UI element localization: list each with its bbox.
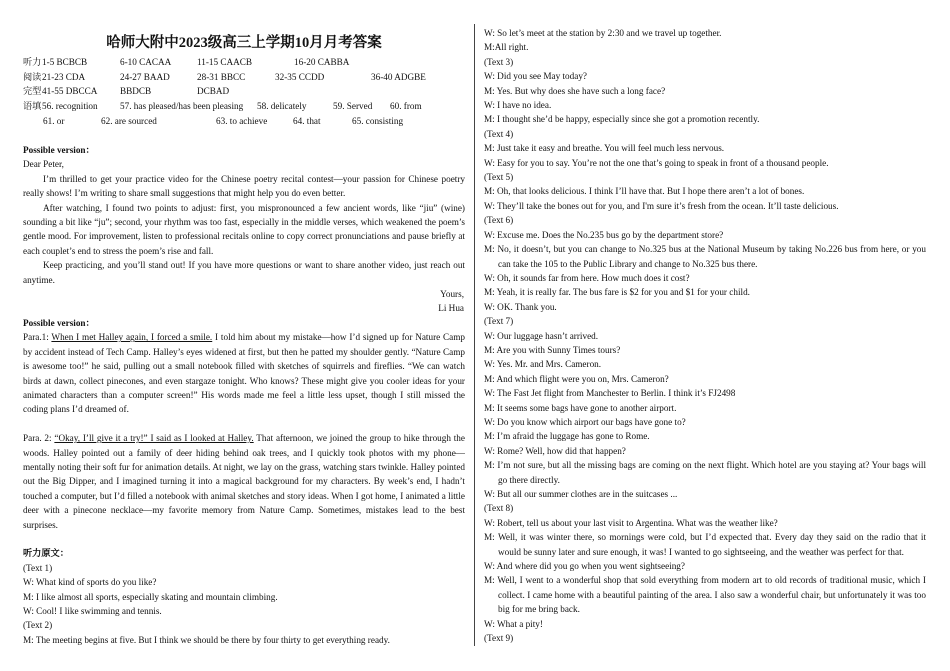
transcript-line: M: I’m afraid the luggage has gone to Rome. [484,431,650,442]
answer-item: 60. from [390,101,422,111]
answer-label: 听力 [23,57,42,67]
transcript-line: W: Robert, tell us about your last visit to Argentina. What was the weather like? [484,517,778,528]
transcript-line: W: OK. Thank you. [484,301,557,312]
answer-item: 59. Served [333,101,373,111]
answer-group: 36-40 ADGBE [371,72,426,82]
transcript-line: W: They’ll take the bones out for you, and I'm sure it’s fresh from the ocean. It’ll taste delicious. [484,200,839,211]
answer-row-reading [23,70,465,84]
page-title: 哈师大附中2023级高三上学期10月月考答案 [106,35,382,51]
answer-group: 11-15 CAACB [197,57,253,67]
transcript-line: M: Well, it was winter there, so mornings were cold, but I’d expected that. Every day they said on the radio that it would be sunny later and sure enough, it was! I wanted to go sightseeing, and the weather was perfect for that. [484,532,926,557]
spacer [23,417,465,431]
answer-group: 1-5 BCBCB [42,57,88,67]
transcript-line: W: Yes. Mr. and Mrs. Cameron. [484,359,602,370]
para-body: I told him about my mistake—how I’d signed up for Nature Camp by accident instead of Tech Camp. Halley’s eyes widened at first, but then he patted my shoulder gently. “Nature Camp is awesome too!” he said, pulling out a small notebook filled with sketches of squirrels and fireflies. “We can watch birds at dawn, collect pinecones, and even stargaze tonight. Who knows? These might give you cooler ideas for your animated characters than a computer screen!” His words made me feel a little less upset, though I still missed the coding plans I’d dreamed of. [23,332,465,415]
answer-group: BBDCB [120,86,152,96]
transcript-line: (Text 1) [23,562,53,573]
answer-group: 6-10 CACAA [120,57,172,67]
transcript-line: W: I have no idea. [484,100,552,111]
answer-row-listening [23,55,465,69]
answer-item: 58. delicately [257,101,307,111]
answer-item: 61. or [43,116,65,126]
transcript-line: M: Yes. But why does she have such a long face? [484,85,666,96]
spacer [23,532,465,546]
transcript-line: W: What kind of sports do you like? [23,577,157,588]
given-first-sentence: When I met Halley again, I forced a smile. [51,332,213,343]
answer-row-grammar-2 [23,114,465,128]
answer-row-grammar [23,99,465,113]
answer-group: 32-35 CCDD [275,72,325,82]
transcript-line: M: Are you with Sunny Times tours? [484,344,621,355]
transcript-line: M: Just take it easy and breathe. You will feel much less nervous. [484,143,725,154]
transcript-line: M: I’m not sure, but all the missing bags are coming on the next flight. Which hotel are you staying at? Your bags will go there directly. [484,460,926,485]
answer-label: 语填 [23,101,42,111]
transcript-line: W: What a pity! [484,618,543,629]
transcript-line: (Text 6) [484,215,514,226]
answer-group: 24-27 BAAD [120,72,170,82]
transcript-line: (Text 3) [484,56,514,67]
answer-item: 65. consisting [352,116,404,126]
transcript-line: W: Do you know which airport our bags have gone to? [484,416,686,427]
section-heading: Possible version： [23,317,95,328]
answer-item: 62. are sourced [101,116,157,126]
section-heading: 听力原文： [23,548,69,559]
answer-item: 63. to achieve [216,116,268,126]
transcript-line: W: And where did you go when you went sightseeing? [484,561,685,572]
transcript-line: W: Excuse me. Does the No.235 bus go by the department store? [484,229,724,240]
transcript-line: W: The Fast Jet flight from Manchester to Berlin. I think it’s FJ2498 [484,388,736,399]
continuation-paragraph-1 [23,330,465,416]
transcript-line: M: Yeah, it is really far. The bus fare is $2 for you and $1 for your child. [484,287,750,298]
writing-section-1 [23,143,465,647]
transcript-line: W: Easy for you to say. You’re not the one that’s going to speak in front of a thousand people. [484,157,829,168]
answer-label: 完型 [23,86,42,96]
right-column [484,26,926,645]
transcript-line: (Text 5) [484,172,514,183]
transcript-line: M: And which flight were you on, Mrs. Cameron? [484,373,669,384]
letter-paragraph: Keep practicing, and you’ll stand out! If you have more questions or want to share another video, just reach out anytime. [23,260,465,285]
transcript-line: M: Oh, that looks delicious. I think I’ll have that. But I hope there aren’t a lot of bones. [484,186,805,197]
column-divider [474,24,475,646]
letter-greeting: Dear Peter, [23,159,64,170]
transcript-line: W: Cool! I like swimming and tennis. [23,605,162,616]
letter-paragraph: After watching, I found two points to adjust: first, you mispronounced a few ancient words, like “jiu” (wine) sounding a bit like “ju”; second, your rhythm was too fast, especially in the middle verses, which weakened the poem’s gentle mood. For improvement, listen to professional recitals online to copy correct pronunciations and pause briefly at each couplet’s end to stress the poem’s rise and fall. [23,202,465,256]
para-label: Para. 2: [23,433,55,444]
answer-group: 21-23 CDA [42,72,86,82]
transcript-line: W: So let’s meet at the station by 2:30 and we travel up together. [484,28,722,38]
transcript-line: M: I thought she’d be happy, especially since she got a promotion recently. [484,114,760,125]
transcript-line: M: I like almost all sports, especially skating and mountain climbing. [23,591,278,602]
transcript-line: W: Oh, it sounds far from here. How much does it cost? [484,272,690,283]
para-body: That afternoon, we joined the group to hike through the woods. Halley pointed out a family of deer hiding behind oak trees, and I quickly took photos with my phone—mentally noting their soft fur for animation details. At night, we lay on the grass, watching stars twinkle. Halley pointed out the Big Dipper, and I imagined turning it into a magical background for my characters. By week’s end, I hadn’t touched a computer, but I’d filled a notebook with animal sketches and story ideas. When I got home, I animated a little deer with a pinecone necklace—my favorite memory from Nature Camp. Sometimes, mistakes lead to the best surprises. [23,433,465,530]
transcript-line: W: Rome? Well, how did that happen? [484,445,626,456]
answer-group: DCBAD [197,86,230,96]
transcript-line: (Text 7) [484,316,514,327]
section-heading: Possible version： [23,145,95,155]
transcript-line: M: No, it doesn’t, but you can change to No.325 bus at the National Museum by taking No.226 bus from here, or you can take the 105 to the Public Library and change to No.325 bus there. [484,244,926,269]
transcript-line: (Text 8) [484,503,514,514]
transcript-line: W: Our luggage hasn’t arrived. [484,330,599,341]
letter-signature: Li Hua [438,303,464,314]
transcript-line: (Text 4) [484,128,514,139]
transcript-line: M: It seems some bags have gone to another airport. [484,402,677,413]
answer-group: 28-31 BBCC [197,72,246,82]
answer-group: 16-20 CABBA [294,57,350,67]
answer-row-cloze [23,84,465,98]
transcript-line: W: But all our summer clothes are in the suitcases ... [484,489,678,499]
answer-label: 阅读 [23,72,42,82]
answer-group: 41-55 DBCCA [42,86,98,96]
transcript-line: W: Did you see May today? [484,71,587,82]
letter-paragraph: I’m thrilled to get your practice video for the Chinese poetry recital contest—your passion for Chinese poetry really shows! I’m writing to share small suggestions that might help you do even better. [23,173,465,199]
transcript-line: M: The meeting begins at five. But I think we should be there by four thirty to get everything ready. [23,634,390,645]
answer-item: 56. recognition [42,101,98,111]
transcript-line: M: Well, I went to a wonderful shop that sold everything from modern art to old records of traditional music, which I collect. I came home with a beautiful painting of the area. I also saw a wonderful chair, but unfortunately it was too big for me bring back. [484,575,926,615]
letter-closing: Yours, [440,289,464,300]
para-label: Para.1: [23,332,52,343]
given-first-sentence: “Okay, I’ll give it a try!” I said as I looked at Halley. [54,433,254,444]
transcript-line: M:All right. [484,42,529,53]
answer-item: 64. that [293,116,321,126]
answer-item: 57. has pleased/has been pleasing [120,101,244,111]
transcript-line: (Text 2) [23,620,53,631]
continuation-paragraph-2 [23,431,465,532]
transcript-line: (Text 9) [484,633,514,644]
